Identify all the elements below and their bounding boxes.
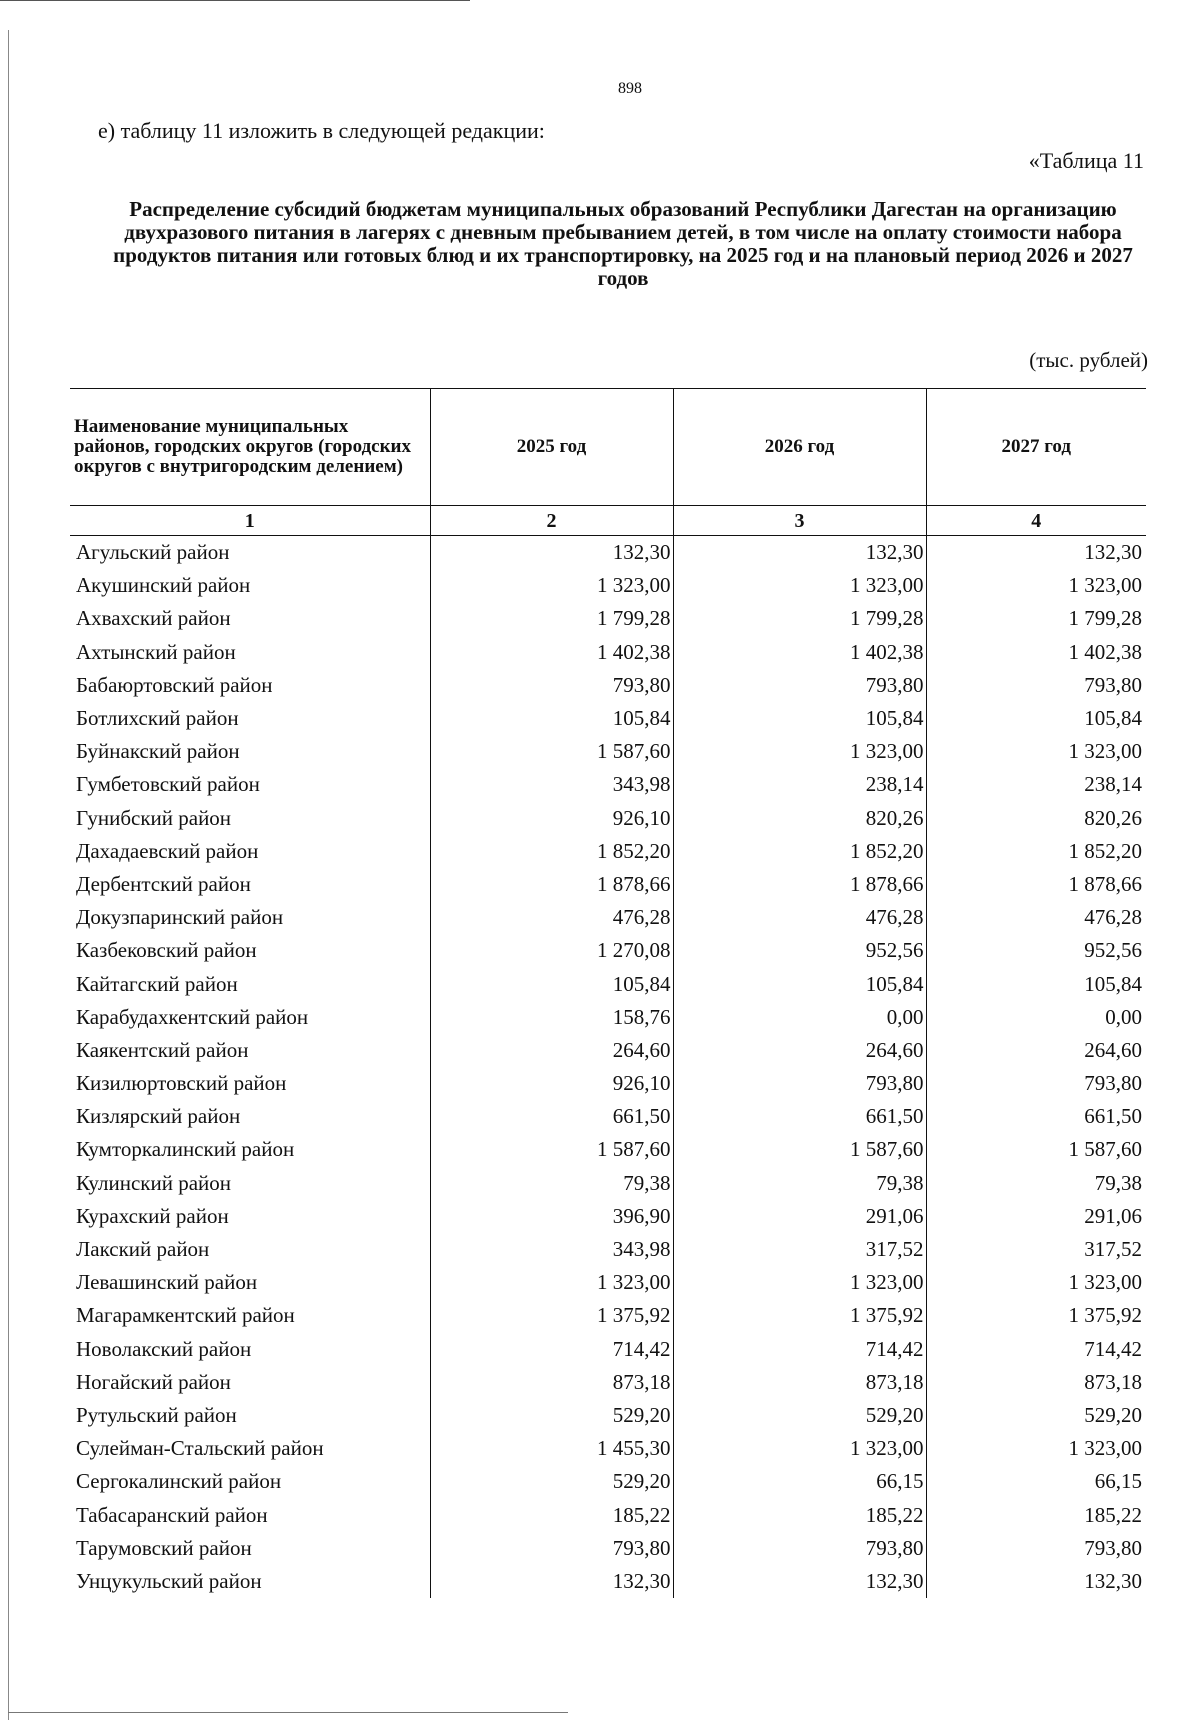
document-title: Распределение субсидий бюджетам муниципальных образований Республики Дагестан на организацию двухразового питания в лагерях с дневным пребыванием детей, в том числе на оплату стоимости набора продуктов питания или готовых блюд и их транспортировку, на 2025 год и на плановый период 2026 и 2027 годов — [113, 197, 1133, 290]
value-2025: 661,50 — [430, 1100, 673, 1133]
value-2027: 476,28 — [1084, 905, 1142, 930]
municipality-name: Казбековский район — [70, 934, 430, 967]
value-2026: 952,56 — [673, 934, 926, 967]
column-number-row — [70, 506, 1146, 536]
municipality-name: Дербентский район — [70, 868, 430, 901]
value-2025: 105,84 — [430, 702, 673, 735]
municipality-name: Рутульский район — [70, 1399, 430, 1432]
value-2027: 793,80 — [1084, 1071, 1142, 1096]
units-label: (тыс. рублей) — [1029, 348, 1148, 372]
value-2026: 79,38 — [673, 1167, 926, 1200]
value-2027: 317,52 — [1084, 1237, 1142, 1262]
value-2026: 132,30 — [673, 1565, 926, 1598]
table-row — [70, 569, 1146, 602]
table-row — [70, 1001, 1146, 1034]
column-number: 3 — [673, 506, 926, 536]
table-row — [70, 1299, 1146, 1332]
value-2025: 264,60 — [430, 1034, 673, 1067]
value-2025: 1 323,00 — [430, 1266, 673, 1299]
value-2027: 661,50 — [1084, 1104, 1142, 1129]
municipality-name: Карабудахкентский район — [70, 1001, 430, 1034]
subsidy-table — [70, 388, 1146, 1598]
value-2026: 793,80 — [673, 1532, 926, 1565]
value-2025: 714,42 — [430, 1333, 673, 1366]
table-row — [70, 1200, 1146, 1233]
table-row — [70, 602, 1146, 635]
value-2027: 1 799,28 — [1068, 606, 1142, 631]
table-row — [70, 768, 1146, 801]
value-2027: 291,06 — [1084, 1203, 1142, 1228]
municipality-name: Кулинский район — [70, 1167, 430, 1200]
table-row — [70, 536, 1146, 570]
value-2026: 820,26 — [673, 802, 926, 835]
table-header-row — [70, 389, 1146, 506]
value-2025: 529,20 — [430, 1465, 673, 1498]
value-2026: 1 323,00 — [673, 735, 926, 768]
value-2025: 396,90 — [430, 1200, 673, 1233]
value-2027: 1 878,66 — [1068, 871, 1142, 896]
value-2026: 714,42 — [673, 1333, 926, 1366]
table-row — [70, 1465, 1146, 1498]
value-2027: 820,26 — [1084, 805, 1142, 830]
table-row — [70, 802, 1146, 835]
scan-edge-bottom — [8, 1712, 568, 1713]
table-row — [70, 1366, 1146, 1399]
value-2027: 185,22 — [1084, 1502, 1142, 1527]
value-2026: 1 878,66 — [673, 868, 926, 901]
value-2027: 105,84 — [1084, 706, 1142, 731]
table-body — [70, 536, 1146, 1599]
value-2027: 1 323,00 — [1068, 1436, 1142, 1461]
value-2027: 793,80 — [1084, 672, 1142, 697]
value-2025: 926,10 — [430, 1067, 673, 1100]
municipality-name: Докузпаринский район — [70, 901, 430, 934]
value-2027: 0,00 — [1105, 1004, 1142, 1029]
value-2027: 1 375,92 — [1068, 1303, 1142, 1328]
value-2025: 185,22 — [430, 1498, 673, 1531]
value-2027: 1 323,00 — [1068, 1270, 1142, 1295]
value-2026: 264,60 — [673, 1034, 926, 1067]
value-2027: 264,60 — [1084, 1037, 1142, 1062]
municipality-name: Тарумовский район — [70, 1532, 430, 1565]
value-2026: 1 323,00 — [673, 569, 926, 602]
table-row — [70, 967, 1146, 1000]
table-row — [70, 1167, 1146, 1200]
value-2027: 1 852,20 — [1068, 838, 1142, 863]
municipality-name: Магарамкентский район — [70, 1299, 430, 1332]
value-2027: 873,18 — [1084, 1369, 1142, 1394]
value-2027: 529,20 — [1084, 1402, 1142, 1427]
value-2026: 661,50 — [673, 1100, 926, 1133]
municipality-name: Ногайский район — [70, 1366, 430, 1399]
value-2025: 873,18 — [430, 1366, 673, 1399]
value-2027: 79,38 — [1094, 1170, 1142, 1195]
table-row — [70, 835, 1146, 868]
municipality-name: Кизлярский район — [70, 1100, 430, 1133]
value-2026: 105,84 — [673, 967, 926, 1000]
value-2026: 185,22 — [673, 1498, 926, 1531]
municipality-name: Бабаюртовский район — [70, 669, 430, 702]
municipality-name: Левашинский район — [70, 1266, 430, 1299]
value-2026: 0,00 — [673, 1001, 926, 1034]
value-2027: 238,14 — [1084, 772, 1142, 797]
value-2026: 1 587,60 — [673, 1133, 926, 1166]
value-2026: 793,80 — [673, 669, 926, 702]
municipality-name: Кумторкалинский район — [70, 1133, 430, 1166]
value-2025: 1 587,60 — [430, 735, 673, 768]
value-2027: 1 402,38 — [1068, 639, 1142, 664]
municipality-name: Каякентский район — [70, 1034, 430, 1067]
value-2027: 1 323,00 — [1068, 739, 1142, 764]
value-2027: 132,30 — [1084, 1568, 1142, 1593]
value-2026: 105,84 — [673, 702, 926, 735]
value-2025: 793,80 — [430, 669, 673, 702]
table-row — [70, 1333, 1146, 1366]
table-row — [70, 1532, 1146, 1565]
value-2026: 132,30 — [673, 536, 926, 570]
value-2025: 132,30 — [430, 536, 673, 570]
value-2027: 1 587,60 — [1068, 1137, 1142, 1162]
header-municipality: Наименование муниципальных районов, городских округов (городских округов с внутригородским делением) — [70, 389, 430, 506]
value-2025: 476,28 — [430, 901, 673, 934]
amendment-intro: е) таблицу 11 изложить в следующей редакции: — [98, 118, 545, 143]
value-2025: 1 455,30 — [430, 1432, 673, 1465]
value-2025: 343,98 — [430, 768, 673, 801]
value-2025: 1 878,66 — [430, 868, 673, 901]
table-row — [70, 1266, 1146, 1299]
header-2026: 2026 год — [673, 389, 926, 506]
municipality-name: Лакский район — [70, 1233, 430, 1266]
municipality-name: Курахский район — [70, 1200, 430, 1233]
column-number: 4 — [926, 506, 1146, 536]
value-2026: 476,28 — [673, 901, 926, 934]
municipality-name: Сулейман-Стальский район — [70, 1432, 430, 1465]
value-2027: 132,30 — [1084, 540, 1142, 565]
value-2025: 793,80 — [430, 1532, 673, 1565]
value-2025: 1 270,08 — [430, 934, 673, 967]
value-2025: 529,20 — [430, 1399, 673, 1432]
table-row — [70, 1067, 1146, 1100]
value-2026: 793,80 — [673, 1067, 926, 1100]
value-2025: 343,98 — [430, 1233, 673, 1266]
value-2025: 1 375,92 — [430, 1299, 673, 1332]
municipality-name: Гунибский район — [70, 802, 430, 835]
value-2026: 873,18 — [673, 1366, 926, 1399]
value-2025: 132,30 — [430, 1565, 673, 1598]
value-2025: 1 852,20 — [430, 835, 673, 868]
table-caption: «Таблица 11 — [1028, 148, 1144, 173]
value-2027: 952,56 — [1084, 938, 1142, 963]
municipality-name: Дахадаевский район — [70, 835, 430, 868]
value-2025: 105,84 — [430, 967, 673, 1000]
value-2025: 1 402,38 — [430, 636, 673, 669]
table-row — [70, 636, 1146, 669]
page-number: 898 — [618, 80, 642, 97]
table-row — [70, 934, 1146, 967]
municipality-name: Акушинский район — [70, 569, 430, 602]
table-row — [70, 1399, 1146, 1432]
table-row — [70, 1100, 1146, 1133]
municipality-name: Агульский район — [70, 536, 430, 570]
value-2025: 1 799,28 — [430, 602, 673, 635]
header-2027: 2027 год — [926, 389, 1146, 506]
table-row — [70, 1565, 1146, 1598]
municipality-name: Табасаранский район — [70, 1498, 430, 1531]
column-number: 1 — [70, 506, 430, 536]
municipality-name: Кизилюртовский район — [70, 1067, 430, 1100]
value-2026: 238,14 — [673, 768, 926, 801]
municipality-name: Сергокалинский район — [70, 1465, 430, 1498]
table-row — [70, 702, 1146, 735]
value-2025: 926,10 — [430, 802, 673, 835]
table-row — [70, 901, 1146, 934]
municipality-name: Кайтагский район — [70, 967, 430, 1000]
table-row — [70, 1498, 1146, 1531]
value-2025: 1 587,60 — [430, 1133, 673, 1166]
municipality-name: Унцукульский район — [70, 1565, 430, 1598]
table-row — [70, 1432, 1146, 1465]
column-number: 2 — [430, 506, 673, 536]
value-2026: 1 799,28 — [673, 602, 926, 635]
municipality-name: Гумбетовский район — [70, 768, 430, 801]
value-2026: 529,20 — [673, 1399, 926, 1432]
header-2025: 2025 год — [430, 389, 673, 506]
value-2027: 793,80 — [1084, 1535, 1142, 1560]
table-row — [70, 1133, 1146, 1166]
value-2026: 1 852,20 — [673, 835, 926, 868]
table-row — [70, 735, 1146, 768]
scan-edge-left — [8, 30, 9, 1720]
table-row — [70, 1034, 1146, 1067]
value-2026: 1 323,00 — [673, 1432, 926, 1465]
value-2025: 79,38 — [430, 1167, 673, 1200]
municipality-name: Ахтынский район — [70, 636, 430, 669]
value-2027: 66,15 — [1094, 1469, 1142, 1494]
value-2025: 1 323,00 — [430, 569, 673, 602]
municipality-name: Ахвахский район — [70, 602, 430, 635]
value-2026: 1 323,00 — [673, 1266, 926, 1299]
table-row — [70, 868, 1146, 901]
value-2027: 105,84 — [1084, 971, 1142, 996]
value-2026: 1 402,38 — [673, 636, 926, 669]
municipality-name: Новолакский район — [70, 1333, 430, 1366]
value-2026: 291,06 — [673, 1200, 926, 1233]
scan-edge-top — [0, 0, 470, 1]
municipality-name: Ботлихский район — [70, 702, 430, 735]
value-2026: 1 375,92 — [673, 1299, 926, 1332]
value-2027: 714,42 — [1084, 1336, 1142, 1361]
value-2025: 158,76 — [430, 1001, 673, 1034]
value-2027: 1 323,00 — [1068, 573, 1142, 598]
municipality-name: Буйнакский район — [70, 735, 430, 768]
table-row — [70, 1233, 1146, 1266]
value-2026: 317,52 — [673, 1233, 926, 1266]
value-2026: 66,15 — [673, 1465, 926, 1498]
table-row — [70, 669, 1146, 702]
